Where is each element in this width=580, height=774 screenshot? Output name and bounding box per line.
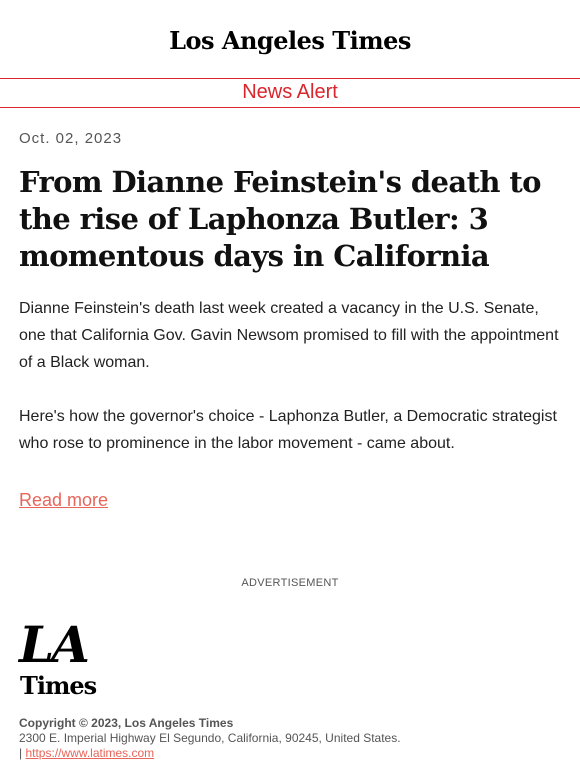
article-paragraph-2: Here's how the governor's choice - Laphonza Butler, a Democratic strategist who rose to prominence in the labor movement - came about. bbox=[19, 408, 557, 452]
latimes-logo[interactable]: Los Angeles Times bbox=[169, 25, 411, 55]
article-headline[interactable]: From Dianne Feinstein's death to the rise of Laphonza Butler: 3 momentous days in California bbox=[19, 165, 541, 273]
footer-site-link[interactable]: https://www.latimes.com bbox=[25, 746, 155, 760]
footer-address: 2300 E. Imperial Highway El Segundo, California, 90245, United States. bbox=[19, 731, 401, 745]
news-alert-label: News Alert bbox=[242, 81, 338, 103]
article-date: Oct. 02, 2023 bbox=[19, 130, 123, 147]
advertisement-label: ADVERTISEMENT bbox=[241, 577, 339, 589]
masthead bbox=[0, 0, 580, 79]
news-alert-bar bbox=[0, 79, 580, 108]
footer bbox=[19, 716, 401, 761]
footer-separator: | bbox=[19, 746, 23, 760]
footer-la-times-logo[interactable] bbox=[19, 615, 99, 700]
footer-link-row bbox=[19, 746, 401, 761]
footer-logo-la: LA bbox=[19, 615, 87, 674]
footer-copyright: Copyright © 2023, Los Angeles Times bbox=[19, 716, 234, 730]
article-paragraph-1: Dianne Feinstein's death last week created a vacancy in the U.S. Senate, one that California Gov. Gavin Newsom promised to fill with the appointment of a Black woman. bbox=[19, 300, 559, 371]
footer-logo-times: Times bbox=[20, 671, 97, 700]
read-more-link[interactable]: Read more bbox=[19, 490, 109, 510]
article-body bbox=[0, 130, 580, 589]
